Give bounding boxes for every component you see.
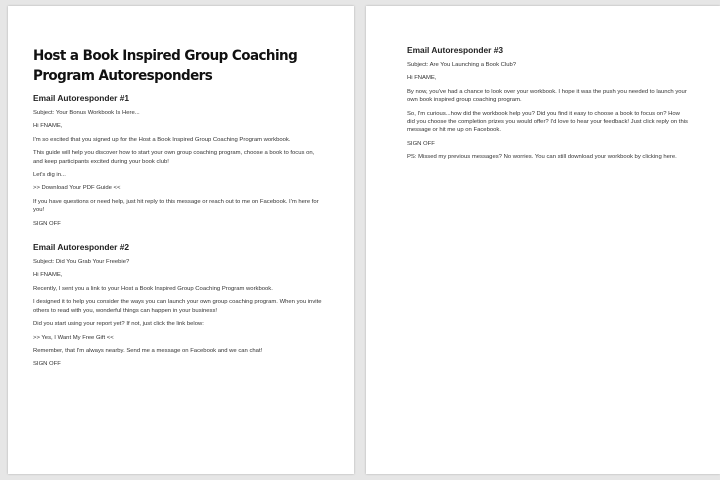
email-paragraph: Recently, I sent you a link to your Host a Book Inspired Group Coaching Program workbook. <box>33 285 273 292</box>
email-paragraph: If you have questions or need help, just hit reply to this message or reach out to me on Facebook. I'm here for you! <box>33 198 319 214</box>
email-call-to-action: >> Download Your PDF Guide << <box>33 185 121 192</box>
email-sign-off: SIGN OFF <box>33 220 61 227</box>
email-sign-off: SIGN OFF <box>33 361 61 368</box>
email-subject: Subject: Did You Grab Your Freebie? <box>33 259 130 266</box>
section-heading: Email Autoresponder #3 <box>407 45 504 55</box>
email-paragraph: Remember, that I'm always nearby. Send me a message on Facebook and we can chat! <box>33 347 263 354</box>
document-page-2 <box>366 6 720 474</box>
section-autoresponder-2 <box>33 242 325 369</box>
email-paragraph: Did you start using your report yet? If not, just click the link below: <box>33 321 204 328</box>
section-spacer <box>33 233 325 242</box>
email-sign-off: SIGN OFF <box>407 140 435 147</box>
section-autoresponder-1 <box>33 93 325 228</box>
email-paragraph: By now, you've had a chance to look over your workbook. I hope it was the push you needed to launch your own book inspired group coaching program. <box>407 88 687 104</box>
section-autoresponder-3 <box>407 45 689 162</box>
document-page-1 <box>8 6 354 474</box>
email-subject: Subject: Are You Launching a Book Club? <box>407 62 517 68</box>
email-paragraph: I'm so excited that you signed up for the Host a Book Inspired Group Coaching Program workbook. <box>33 136 291 143</box>
email-greeting: Hi FNAME, <box>407 75 437 82</box>
email-paragraph: Let's dig in... <box>33 172 66 179</box>
email-subject: Subject: Your Bonus Workbook Is Here... <box>33 110 140 116</box>
email-postscript: PS: Missed my previous messages? No worries. You can still download your workbook by clicking here. <box>407 154 677 161</box>
page-2-content <box>407 45 689 167</box>
email-paragraph: I designed it to help you consider the ways you can launch your own group coaching program. When you invite others to read with you, wonderful things can happen in your business! <box>33 299 322 314</box>
email-paragraph: This guide will help you discover how to start your own group coaching program, choose a book to focus on, and keep participants excited during your book club! <box>33 150 315 165</box>
email-call-to-action: >> Yes, I Want My Free Gift << <box>33 334 114 341</box>
email-greeting: Hi FNAME, <box>33 272 63 279</box>
page-1-content <box>33 46 325 374</box>
email-paragraph: So, I'm curious...how did the workbook help you? Did you find it easy to choose a book to focus on? How did you choose the completion prizes you would offer? I'd love to hear your feedback! Just click reply on this message or hit me up on Facebook. <box>407 110 688 134</box>
document-title: Host a Book Inspired Group Coaching Program Autoresponders <box>33 48 298 84</box>
section-heading: Email Autoresponder #1 <box>33 93 130 103</box>
section-heading: Email Autoresponder #2 <box>33 242 130 253</box>
email-greeting: Hi FNAME, <box>33 123 63 130</box>
